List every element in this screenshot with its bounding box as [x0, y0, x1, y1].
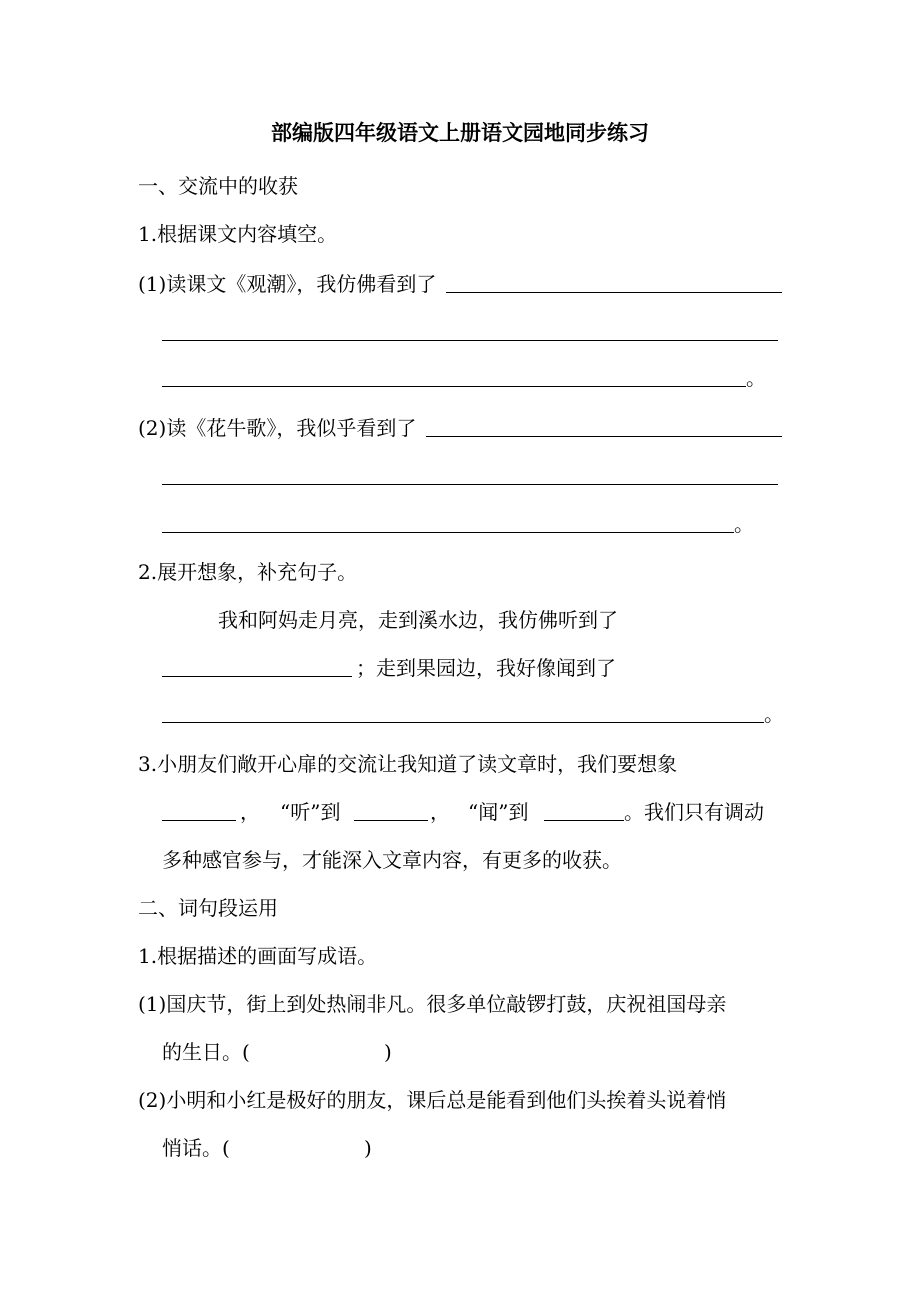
section-2-question-1-1-text: (1)国庆节，街上到处热闹非凡。很多单位敲锣打鼓，庆祝祖国母亲 [138, 992, 727, 1016]
question-1-label: 1.根据课文内容填空。 [138, 222, 338, 246]
answer-paren-close: ) [384, 1040, 392, 1064]
answer-line[interactable] [354, 820, 428, 821]
sentence-end-mark: 。 [746, 366, 766, 390]
question-2-text-1: 我和阿妈走月亮，走到溪水边，我仿佛听到了 [218, 608, 618, 632]
question-3-text-1: 3.小朋友们敞开心扉的交流让我知道了读文章时，我们要想象 [138, 752, 678, 776]
section-2-question-1-2-text: (2)小明和小红是极好的朋友，课后总是能看到他们头挨着头说着悄 [138, 1088, 727, 1112]
question-3-wen: “闻”到 [468, 800, 529, 824]
question-2-text-2: ；走到果园边，我好像闻到了 [356, 656, 616, 680]
question-3-text-3: 多种感官参与，才能深入文章内容，有更多的收获。 [162, 848, 622, 872]
question-2-label: 2.展开想象，补充句子。 [138, 560, 358, 584]
sentence-end-mark: 。 [764, 702, 784, 726]
section-2-question-1-1-text-2: 的生日。( [162, 1040, 250, 1064]
answer-line[interactable] [162, 532, 734, 533]
sentence-end-mark: 。 [734, 512, 754, 536]
question-1-1-prompt: (1)读课文《观潮》，我仿佛看到了 [138, 272, 437, 296]
answer-line[interactable] [544, 820, 624, 821]
section-heading-2: 二、词句段运用 [138, 896, 278, 920]
page-title: 部编版四年级语文上册语文园地同步练习 [271, 120, 649, 145]
question-3-separator: ， [240, 800, 260, 824]
question-3-text-2: 。我们只有调动 [624, 800, 764, 824]
answer-line[interactable] [162, 722, 764, 723]
section-2-question-1-label: 1.根据描述的画面写成语。 [138, 944, 378, 968]
answer-line[interactable] [162, 386, 746, 387]
question-3-ting: “听”到 [280, 800, 341, 824]
answer-line[interactable] [162, 484, 778, 485]
answer-line[interactable] [162, 340, 778, 341]
section-heading-1: 一、交流中的收获 [138, 174, 298, 198]
answer-line[interactable] [426, 436, 782, 437]
question-3-separator: ， [430, 800, 450, 824]
answer-line[interactable] [162, 820, 236, 821]
answer-line[interactable] [162, 676, 352, 677]
question-1-2-prompt: (2)读《花牛歌》，我似乎看到了 [138, 416, 417, 440]
section-2-question-1-2-text-2: 悄话。( [162, 1136, 230, 1160]
answer-line[interactable] [446, 292, 782, 293]
answer-paren-close: ) [364, 1136, 372, 1160]
